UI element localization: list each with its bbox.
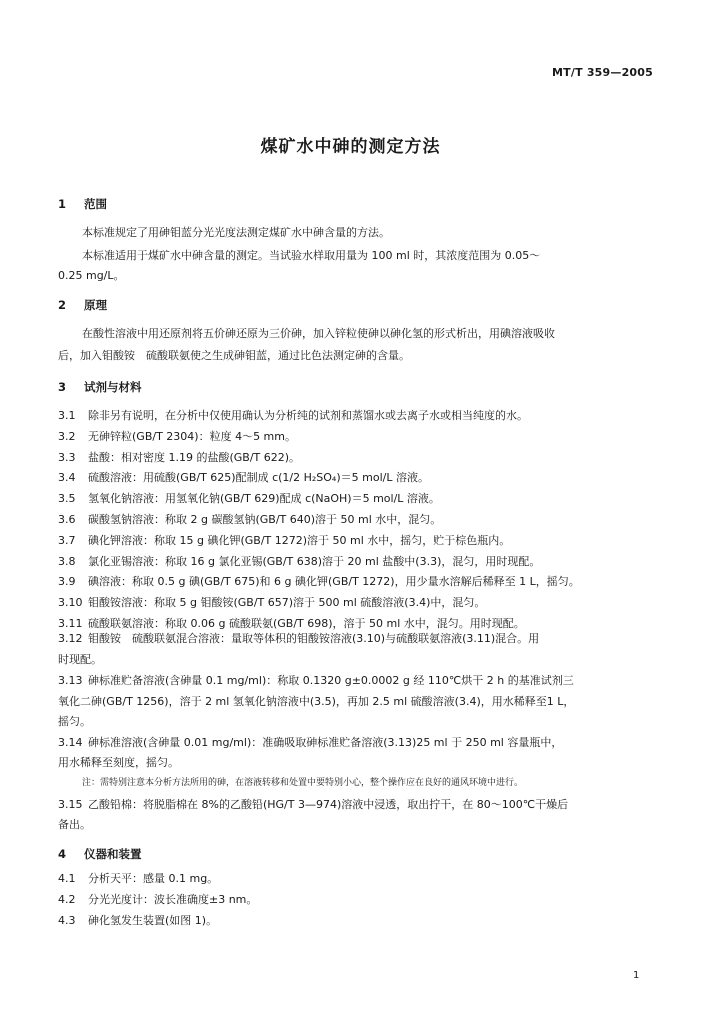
list-item: 3.14 砷标准溶液(含砷量 0.01 mg/ml)：准确吸取砷标准贮备溶液(3.13)25 ml 于 250 ml 容量瓶中， — [58, 736, 563, 749]
list-item — [58, 615, 525, 631]
list-item-text: 盐酸：相对密度 1.19 的盐酸(GB/T 622)。 — [88, 450, 301, 464]
list-item — [58, 407, 528, 423]
list-item-text: 砷化氢发生装置(如图 1)。 — [88, 914, 218, 927]
page-number: 1 — [633, 970, 640, 981]
list-item — [58, 449, 300, 465]
list-item-number: 3.1 — [58, 409, 76, 422]
list-item-number: 3.8 — [58, 554, 76, 568]
paragraph-continuation: 后，加入钼酸铵 硫酸联氨使之生成砷钼蓝，通过比色法测定砷的含量。 — [58, 349, 410, 362]
list-item-text: 碘溶液：称取 0.5 g 碘(GB/T 675)和 6 g 碘化钾(GB/T 1272)，用少量水溶解后稀释至 1 L，摇匀。 — [88, 575, 580, 589]
list-item-number: 4.1 — [58, 872, 76, 885]
list-item-text: 硫酸联氨溶液：称取 0.06 g 硫酸联氨(GB/T 698)，溶于 50 ml 水中，混匀。用时现配。 — [88, 617, 525, 630]
paragraph: 在酸性溶液中用还原剂将五价砷还原为三价砷，加入锌粒使砷以砷化氢的形式析出，用碘溶液吸收 — [82, 327, 555, 340]
list-item-number: 3.2 — [58, 429, 76, 443]
list-item — [58, 573, 580, 589]
list-item-text: 钼酸铵溶液：称取 5 g 钼酸铵(GB/T 657)溶于 500 ml 硫酸溶液(3.4)中，混匀。 — [88, 596, 486, 610]
list-item-continuation: 用水稀释至刻度，摇匀。 — [58, 756, 179, 769]
note: 注：需特别注意本分析方法所用的砷，在溶液转移和处置中要特别小心，整个操作应在良好的通风环境中进行。 — [82, 778, 524, 788]
list-item-continuation: 备出。 — [58, 818, 91, 831]
list-item — [58, 511, 441, 527]
section-4-heading: 4 仪器和装置 — [58, 847, 142, 861]
list-item-number: 3.7 — [58, 533, 76, 547]
list-item-text: 硫酸溶液：用硫酸(GB/T 625)配制成 c(1/2 H₂SO₄)＝5 mol/L 溶液。 — [88, 471, 429, 485]
list-item-number: 4.2 — [58, 893, 76, 906]
list-item — [58, 870, 218, 886]
list-item-number: 3.5 — [58, 492, 76, 506]
list-item-number: 4.3 — [58, 914, 76, 927]
list-item: 3.13 砷标准贮备溶液(含砷量 0.1 mg/ml)：称取 0.1320 g±0.0002 g 经 110℃烘干 2 h 的基准试剂三 — [58, 674, 574, 687]
list-item-number: 3.11 — [58, 617, 83, 630]
list-item-number: 3.9 — [58, 575, 76, 589]
list-item-number: 3.4 — [58, 471, 76, 485]
list-item-number: 3.10 — [58, 596, 83, 610]
list-item-text: 氢氧化钠溶液：用氢氧化钠(GB/T 629)配成 c(NaOH)＝5 mol/L 溶液。 — [88, 492, 440, 506]
standard-number: MT/T 359—2005 — [552, 66, 653, 79]
list-item-continuation: 氧化二砷(GB/T 1256)，溶于 2 ml 氢氧化钠溶液中(3.5)，再加 2.5 ml 硫酸溶液(3.4)，用水稀释至1 L， — [58, 695, 575, 708]
paragraph: 本标准适用于煤矿水中砷含量的测定。当试验水样取用量为 100 ml 时，其浓度范围为 0.05～ — [82, 249, 541, 262]
list-item: 3.15 乙酸铅棉：将脱脂棉在 8%的乙酸铅(HG/T 3—974)溶液中浸透，取出拧干，在 80～100℃干燥后 — [58, 798, 569, 811]
list-item-text: 无砷锌粒(GB/T 2304)：粒度 4～5 mm。 — [88, 429, 296, 443]
list-item — [58, 469, 429, 485]
list-item — [58, 594, 485, 610]
list-item-text: 碳酸氢钠溶液：称取 2 g 碳酸氢钠(GB/T 640)溶于 50 ml 水中，混匀。 — [88, 513, 442, 526]
list-item — [58, 553, 540, 569]
list-item-text: 碘化钾溶液：称取 15 g 碘化钾(GB/T 1272)溶于 50 ml 水中，摇匀，贮于棕色瓶内。 — [88, 533, 511, 547]
list-item — [58, 912, 217, 928]
paragraph-continuation: 0.25 mg/L。 — [58, 269, 125, 282]
list-item-number: 3.6 — [58, 513, 76, 526]
list-item: 3.12 钼酸铵 硫酸联氨混合溶液：量取等体积的钼酸铵溶液(3.10)与硫酸联氨溶液(3.11)混合。用 — [58, 632, 540, 645]
section-2-heading: 2 原理 — [58, 298, 107, 312]
list-item-number: 3.3 — [58, 450, 76, 464]
document-title: 煤矿水中砷的测定方法 — [260, 137, 441, 157]
list-item — [58, 428, 296, 444]
section-1-heading: 1 范围 — [58, 197, 107, 211]
list-item — [58, 490, 440, 506]
section-3-heading: 3 试剂与材料 — [58, 380, 142, 394]
list-item-continuation: 时现配。 — [58, 653, 102, 666]
list-item-text: 氯化亚锡溶液：称取 16 g 氯化亚锡(GB/T 638)溶于 20 ml 盐酸中(3.3)，混匀，用时现配。 — [88, 554, 541, 568]
list-item-text: 分光光度计：波长准确度±3 nm。 — [88, 893, 258, 906]
paragraph: 本标准规定了用砷钼蓝分光光度法测定煤矿水中砷含量的方法。 — [82, 226, 390, 239]
list-item — [58, 891, 257, 907]
list-item-text: 分析天平：感量 0.1 mg。 — [88, 872, 219, 885]
list-item-continuation: 摇匀。 — [58, 715, 91, 728]
list-item-text: 除非另有说明，在分析中仅使用确认为分析纯的试剂和蒸馏水或去离子水或相当纯度的水。 — [88, 409, 528, 422]
list-item — [58, 532, 510, 548]
